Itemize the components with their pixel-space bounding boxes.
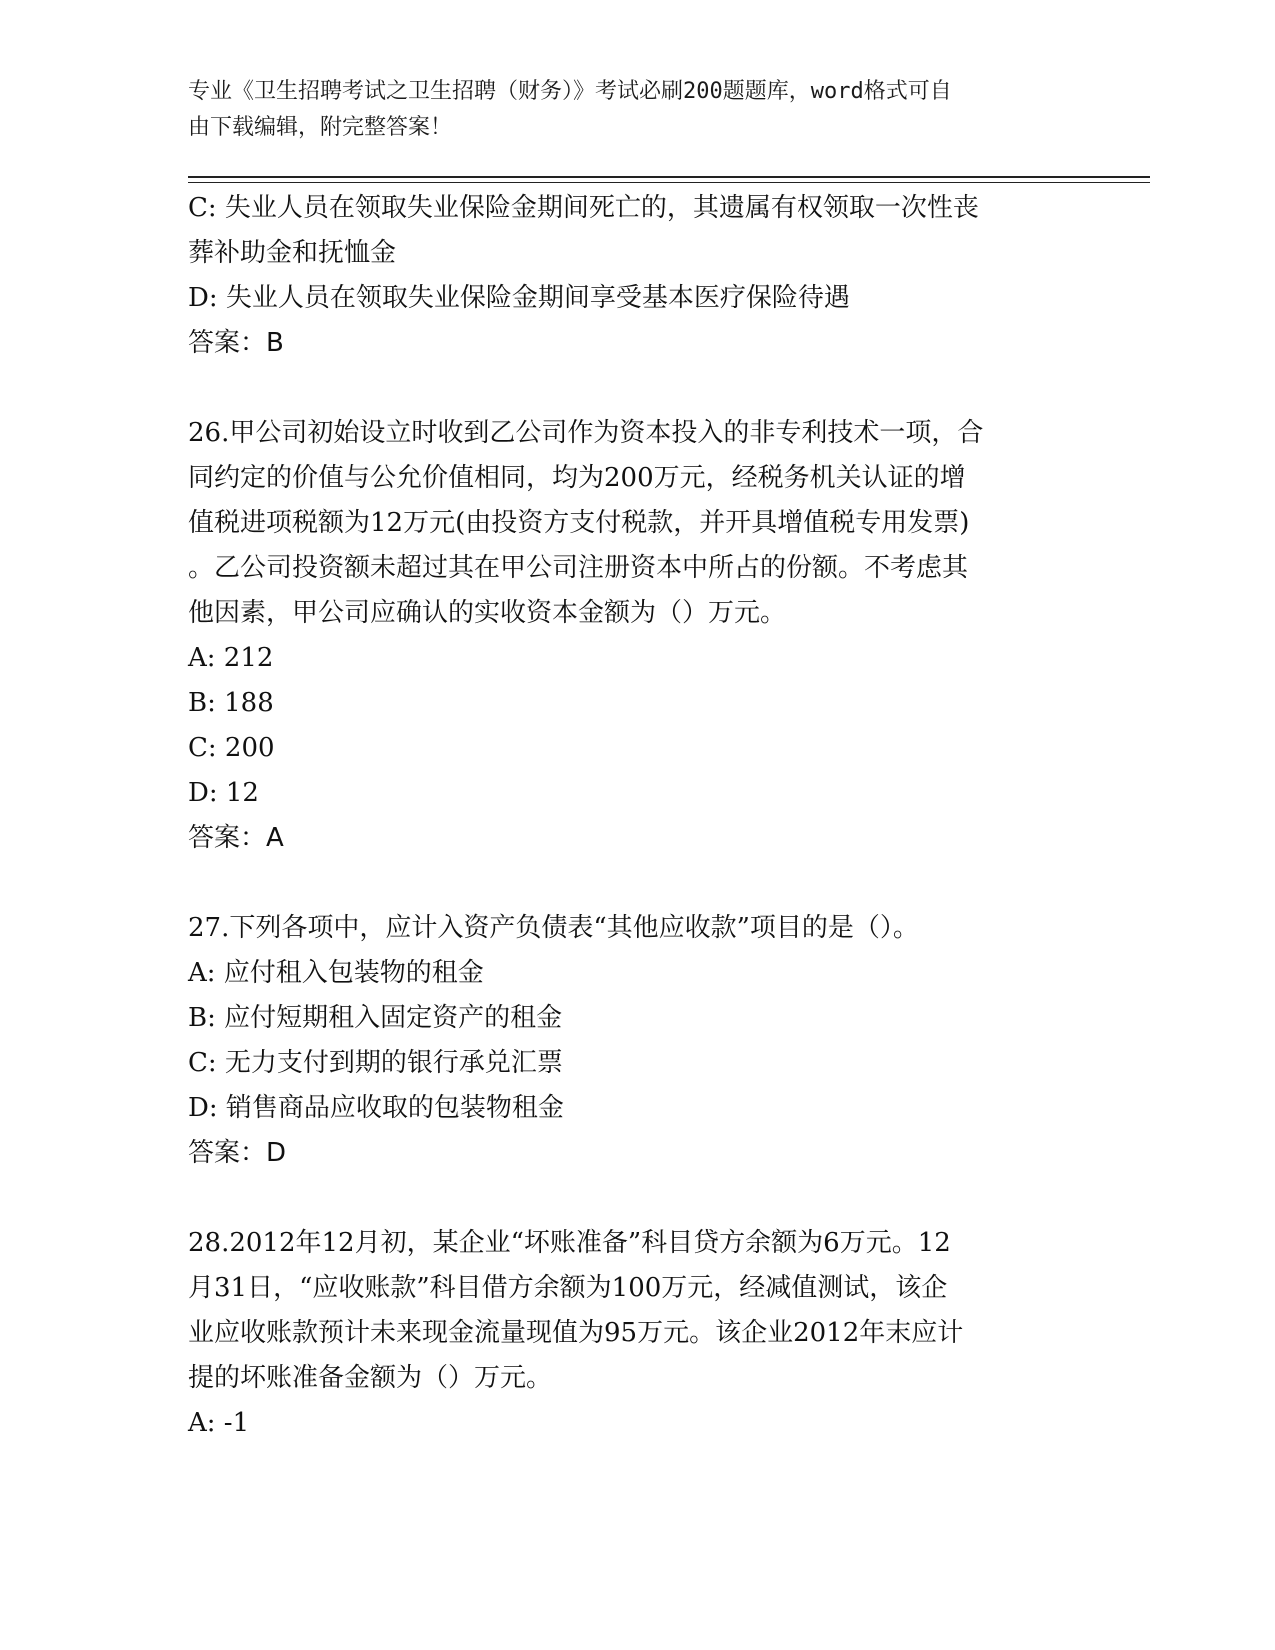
- answer-line: 答案：D: [188, 1138, 287, 1168]
- option-a: A: 应付租入包装物的租金: [188, 958, 484, 988]
- option-line: C: 失业人员在领取失业保险金期间死亡的，其遗属有权领取一次性丧: [188, 193, 979, 223]
- question-block-28: [188, 1221, 1088, 1446]
- question-stem-line: 26.甲公司初始设立时收到乙公司作为资本投入的非专利技术一项，合: [188, 418, 984, 448]
- header-line-2: 由下载编辑，附完整答案！: [188, 115, 453, 140]
- option-d: D: 销售商品应收取的包装物租金: [188, 1093, 564, 1123]
- option-c: C: 200: [188, 733, 275, 763]
- question-block-27: [188, 906, 1088, 1176]
- question-stem-line: 业应收账款预计未来现金流量现值为95万元。该企业2012年末应计: [188, 1318, 964, 1348]
- document-body: [188, 186, 1088, 1446]
- option-a: A: 212: [188, 643, 274, 673]
- question-stem-line: 。乙公司投资额未超过其在甲公司注册资本中所占的份额。不考虑其: [188, 553, 969, 583]
- header-rule-thin: [188, 182, 1150, 183]
- question-stem-line: 他因素，甲公司应确认的实收资本金额为（）万元。: [188, 598, 787, 628]
- option-c: C: 无力支付到期的银行承兑汇票: [188, 1048, 563, 1078]
- question-block-25-continued: [188, 186, 1088, 366]
- question-stem-line: 同约定的价值与公允价值相同，均为200万元，经税务机关认证的增: [188, 463, 966, 493]
- option-line: D: 失业人员在领取失业保险金期间享受基本医疗保险待遇: [188, 283, 850, 313]
- answer-line: 答案：A: [188, 823, 284, 853]
- option-b: B: 应付短期租入固定资产的租金: [188, 1003, 563, 1033]
- question-stem-line: 提的坏账准备金额为（）万元。: [188, 1363, 553, 1393]
- option-d: D: 12: [188, 778, 259, 808]
- option-line: 葬补助金和抚恤金: [188, 238, 397, 268]
- option-b: B: 188: [188, 688, 274, 718]
- spacer: [188, 1176, 1088, 1221]
- question-stem-line: 值税进项税额为12万元(由投资方支付税款，并开具增值税专用发票): [188, 508, 970, 538]
- question-stem-line: 月31日，“应收账款”科目借方余额为100万元，经减值测试，该企: [188, 1273, 948, 1303]
- question-stem-line: 28.2012年12月初，某企业“坏账准备”科目贷方余额为6万元。12: [188, 1228, 951, 1258]
- question-stem-line: 27.下列各项中，应计入资产负债表“其他应收款”项目的是（）。: [188, 913, 919, 943]
- header-rule-thick: [188, 176, 1150, 178]
- document-header: [188, 74, 1068, 146]
- spacer: [188, 861, 1088, 906]
- header-line-1: 专业《卫生招聘考试之卫生招聘（财务）》考试必刷200题题库，word格式可自: [188, 79, 952, 104]
- spacer: [188, 366, 1088, 411]
- answer-line: 答案：B: [188, 328, 284, 358]
- question-block-26: [188, 411, 1088, 861]
- option-a: A: -1: [188, 1408, 250, 1438]
